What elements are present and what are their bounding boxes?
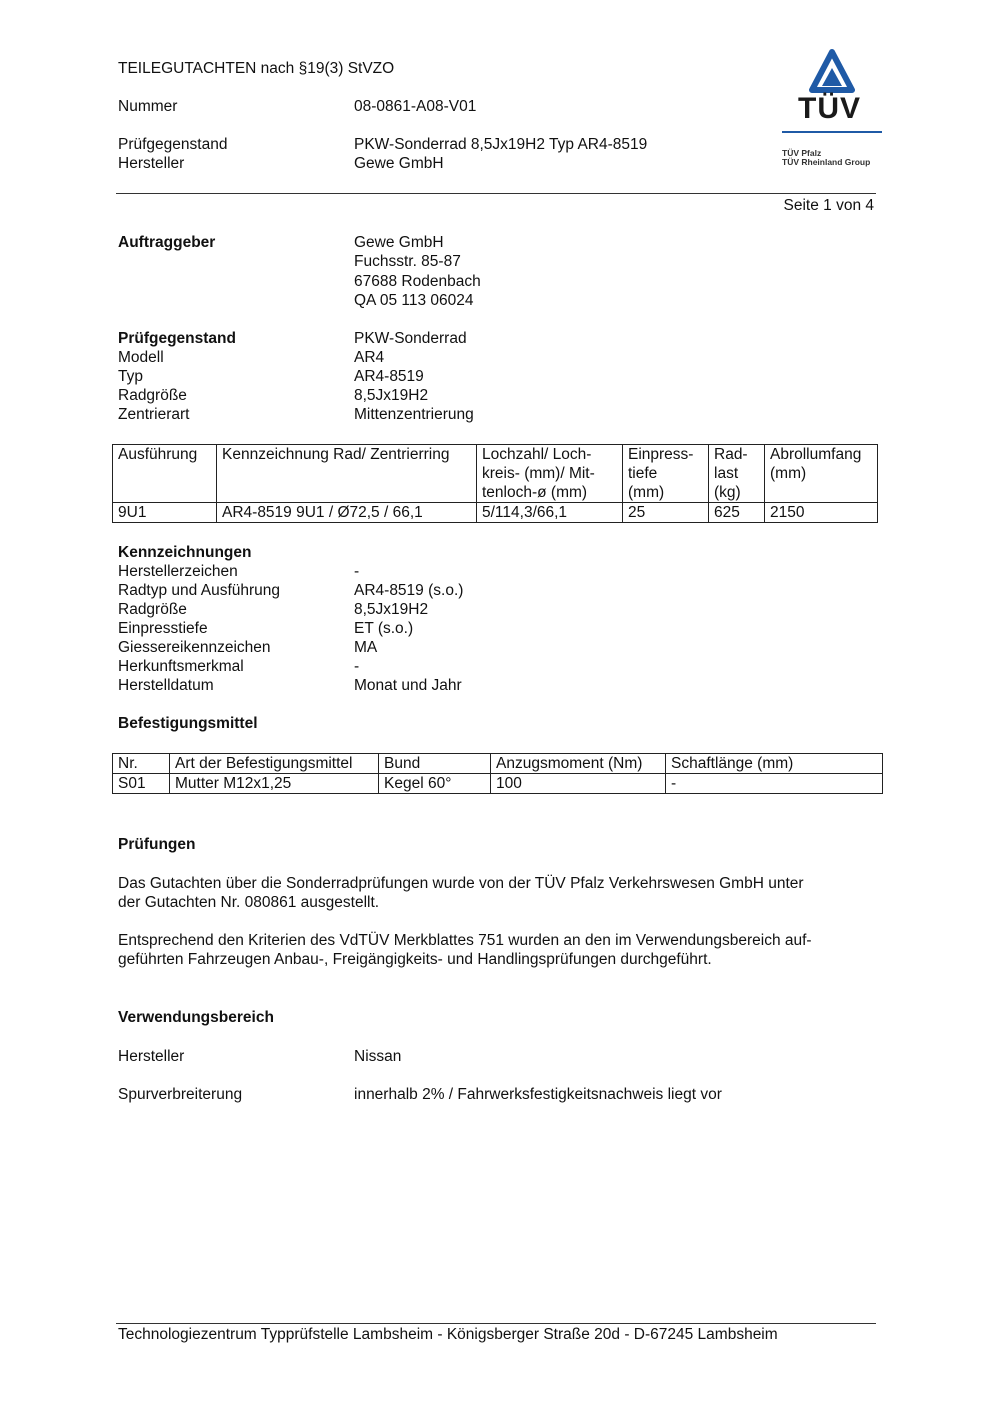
auftraggeber-line: 67688 Rodenbach [354,273,481,290]
table-header-cell: Anzugsmoment (Nm) [491,754,666,774]
table-header-cell: Nr. [113,754,170,774]
auftraggeber-line: Fuchsstr. 85-87 [354,253,461,270]
pruefungen-paragraph-line: Entsprechend den Kriterien des VdTÜV Merkblattes 751 wurden an den im Verwendungsbereich auf- [118,932,812,949]
table-cell: 9U1 [113,503,217,523]
kennzeichnung-label: Radtyp und Ausführung [118,582,281,599]
kennzeichnungen-title: Kennzeichnungen [118,544,252,561]
table-cell: 5/114,3/66,1 [477,503,623,523]
table-row [113,774,883,794]
pruefungen-paragraph-line: geführten Fahrzeugen Anbau-, Freigängigkeits- und Handlingsprüfungen durchgeführt. [118,951,712,968]
page-number: Seite 1 von 4 [783,197,874,214]
table-cell: Kegel 60° [379,774,491,794]
table-cell: 2150 [765,503,878,523]
auftraggeber-line: Gewe GmbH [354,234,444,251]
pruefungen-paragraph-line: Das Gutachten über die Sonderradprüfungen wurde von der TÜV Pfalz Verkehrswesen GmbH unter [118,875,804,892]
table-header-cell: Ausführung [113,445,217,503]
kennzeichnung-value: ET (s.o.) [354,620,414,637]
document-title: TEILEGUTACHTEN nach §19(3) StVZO [118,60,395,77]
radgroesse-value: 8,5Jx19H2 [354,387,429,404]
table-header-cell: Lochzahl/ Loch- kreis- (mm)/ Mit- tenloch-ø (mm) [477,445,623,503]
table-row [113,503,878,523]
pruefgegenstand-value: PKW-Sonderrad [354,330,467,347]
verwendungsbereich-title: Verwendungsbereich [118,1009,274,1026]
typ-label: Typ [118,368,143,385]
kennzeichnung-value: Monat und Jahr [354,677,462,694]
befestigung-title: Befestigungsmittel [118,715,258,732]
kennzeichnung-label: Giessereikennzeichen [118,639,271,656]
table-cell: S01 [113,774,170,794]
table-cell: AR4-8519 9U1 / Ø72,5 / 66,1 [217,503,477,523]
modell-label: Modell [118,349,164,366]
zentrierart-value: Mittenzentrierung [354,406,474,423]
befestigung-table [112,753,883,794]
table-cell: - [666,774,883,794]
table-header-cell: Kennzeichnung Rad/ Zentrierring [217,445,477,503]
table-cell: 625 [709,503,765,523]
pruefgegenstand-header-value: PKW-Sonderrad 8,5Jx19H2 Typ AR4-8519 [354,136,648,153]
hersteller-header-label: Hersteller [118,155,185,172]
tuev-line1: TÜV Pfalz [782,148,822,158]
kennzeichnung-label: Herkunftsmerkmal [118,658,244,675]
table-header-row [113,754,883,774]
footer-address: Technologiezentrum Typprüfstelle Lambsheim - Königsberger Straße 20d - D-67245 Lambsheim [118,1326,778,1343]
table-header-cell: Einpress- tiefe (mm) [623,445,709,503]
zentrierart-label: Zentrierart [118,406,190,423]
table-header-row [113,445,878,503]
table-cell: 100 [491,774,666,794]
spurverbreiterung-label: Spurverbreiterung [118,1086,243,1103]
kennzeichnung-value: MA [354,639,378,656]
kennzeichnung-label: Einpresstiefe [118,620,208,637]
kennzeichnung-label: Herstelldatum [118,677,214,694]
nummer-value: 08-0861-A08-V01 [354,98,477,115]
spurverbreiterung-value: innerhalb 2% / Fahrwerksfestigkeitsnachweis liegt vor [354,1086,722,1103]
pruefungen-paragraph-line: der Gutachten Nr. 080861 ausgestellt. [118,894,380,911]
table-header-cell: Schaftlänge (mm) [666,754,883,774]
footer-divider [116,1323,876,1324]
tuev-line2: TÜV Rheinland Group [782,157,871,167]
table-cell: 25 [623,503,709,523]
kennzeichnung-label: Radgröße [118,601,187,618]
table-header-cell: Rad- last (kg) [709,445,765,503]
modell-value: AR4 [354,349,385,366]
verwendung-hersteller-label: Hersteller [118,1048,185,1065]
kennzeichnung-value: - [354,658,360,675]
tuev-brand: TÜV [798,92,861,125]
kennzeichnung-value: - [354,563,360,580]
pruefgegenstand-header-label: Prüfgegenstand [118,136,228,153]
kennzeichnung-label: Herstellerzeichen [118,563,238,580]
wheel-table [112,444,878,523]
verwendung-hersteller-value: Nissan [354,1048,402,1065]
typ-value: AR4-8519 [354,368,424,385]
kennzeichnung-value: 8,5Jx19H2 [354,601,429,618]
radgroesse-label: Radgröße [118,387,187,404]
table-header-cell: Abrollumfang (mm) [765,445,878,503]
auftraggeber-line: QA 05 113 06024 [354,292,474,309]
header-divider [116,193,876,194]
pruefungen-title: Prüfungen [118,836,196,853]
kennzeichnung-value: AR4-8519 (s.o.) [354,582,464,599]
pruefgegenstand-label: Prüfgegenstand [118,330,236,347]
table-cell: Mutter M12x1,25 [170,774,379,794]
auftraggeber-label: Auftraggeber [118,234,216,251]
table-header-cell: Art der Befestigungsmittel [170,754,379,774]
nummer-label: Nummer [118,98,178,115]
table-header-cell: Bund [379,754,491,774]
tuev-logo [776,48,888,172]
hersteller-header-value: Gewe GmbH [354,155,444,172]
